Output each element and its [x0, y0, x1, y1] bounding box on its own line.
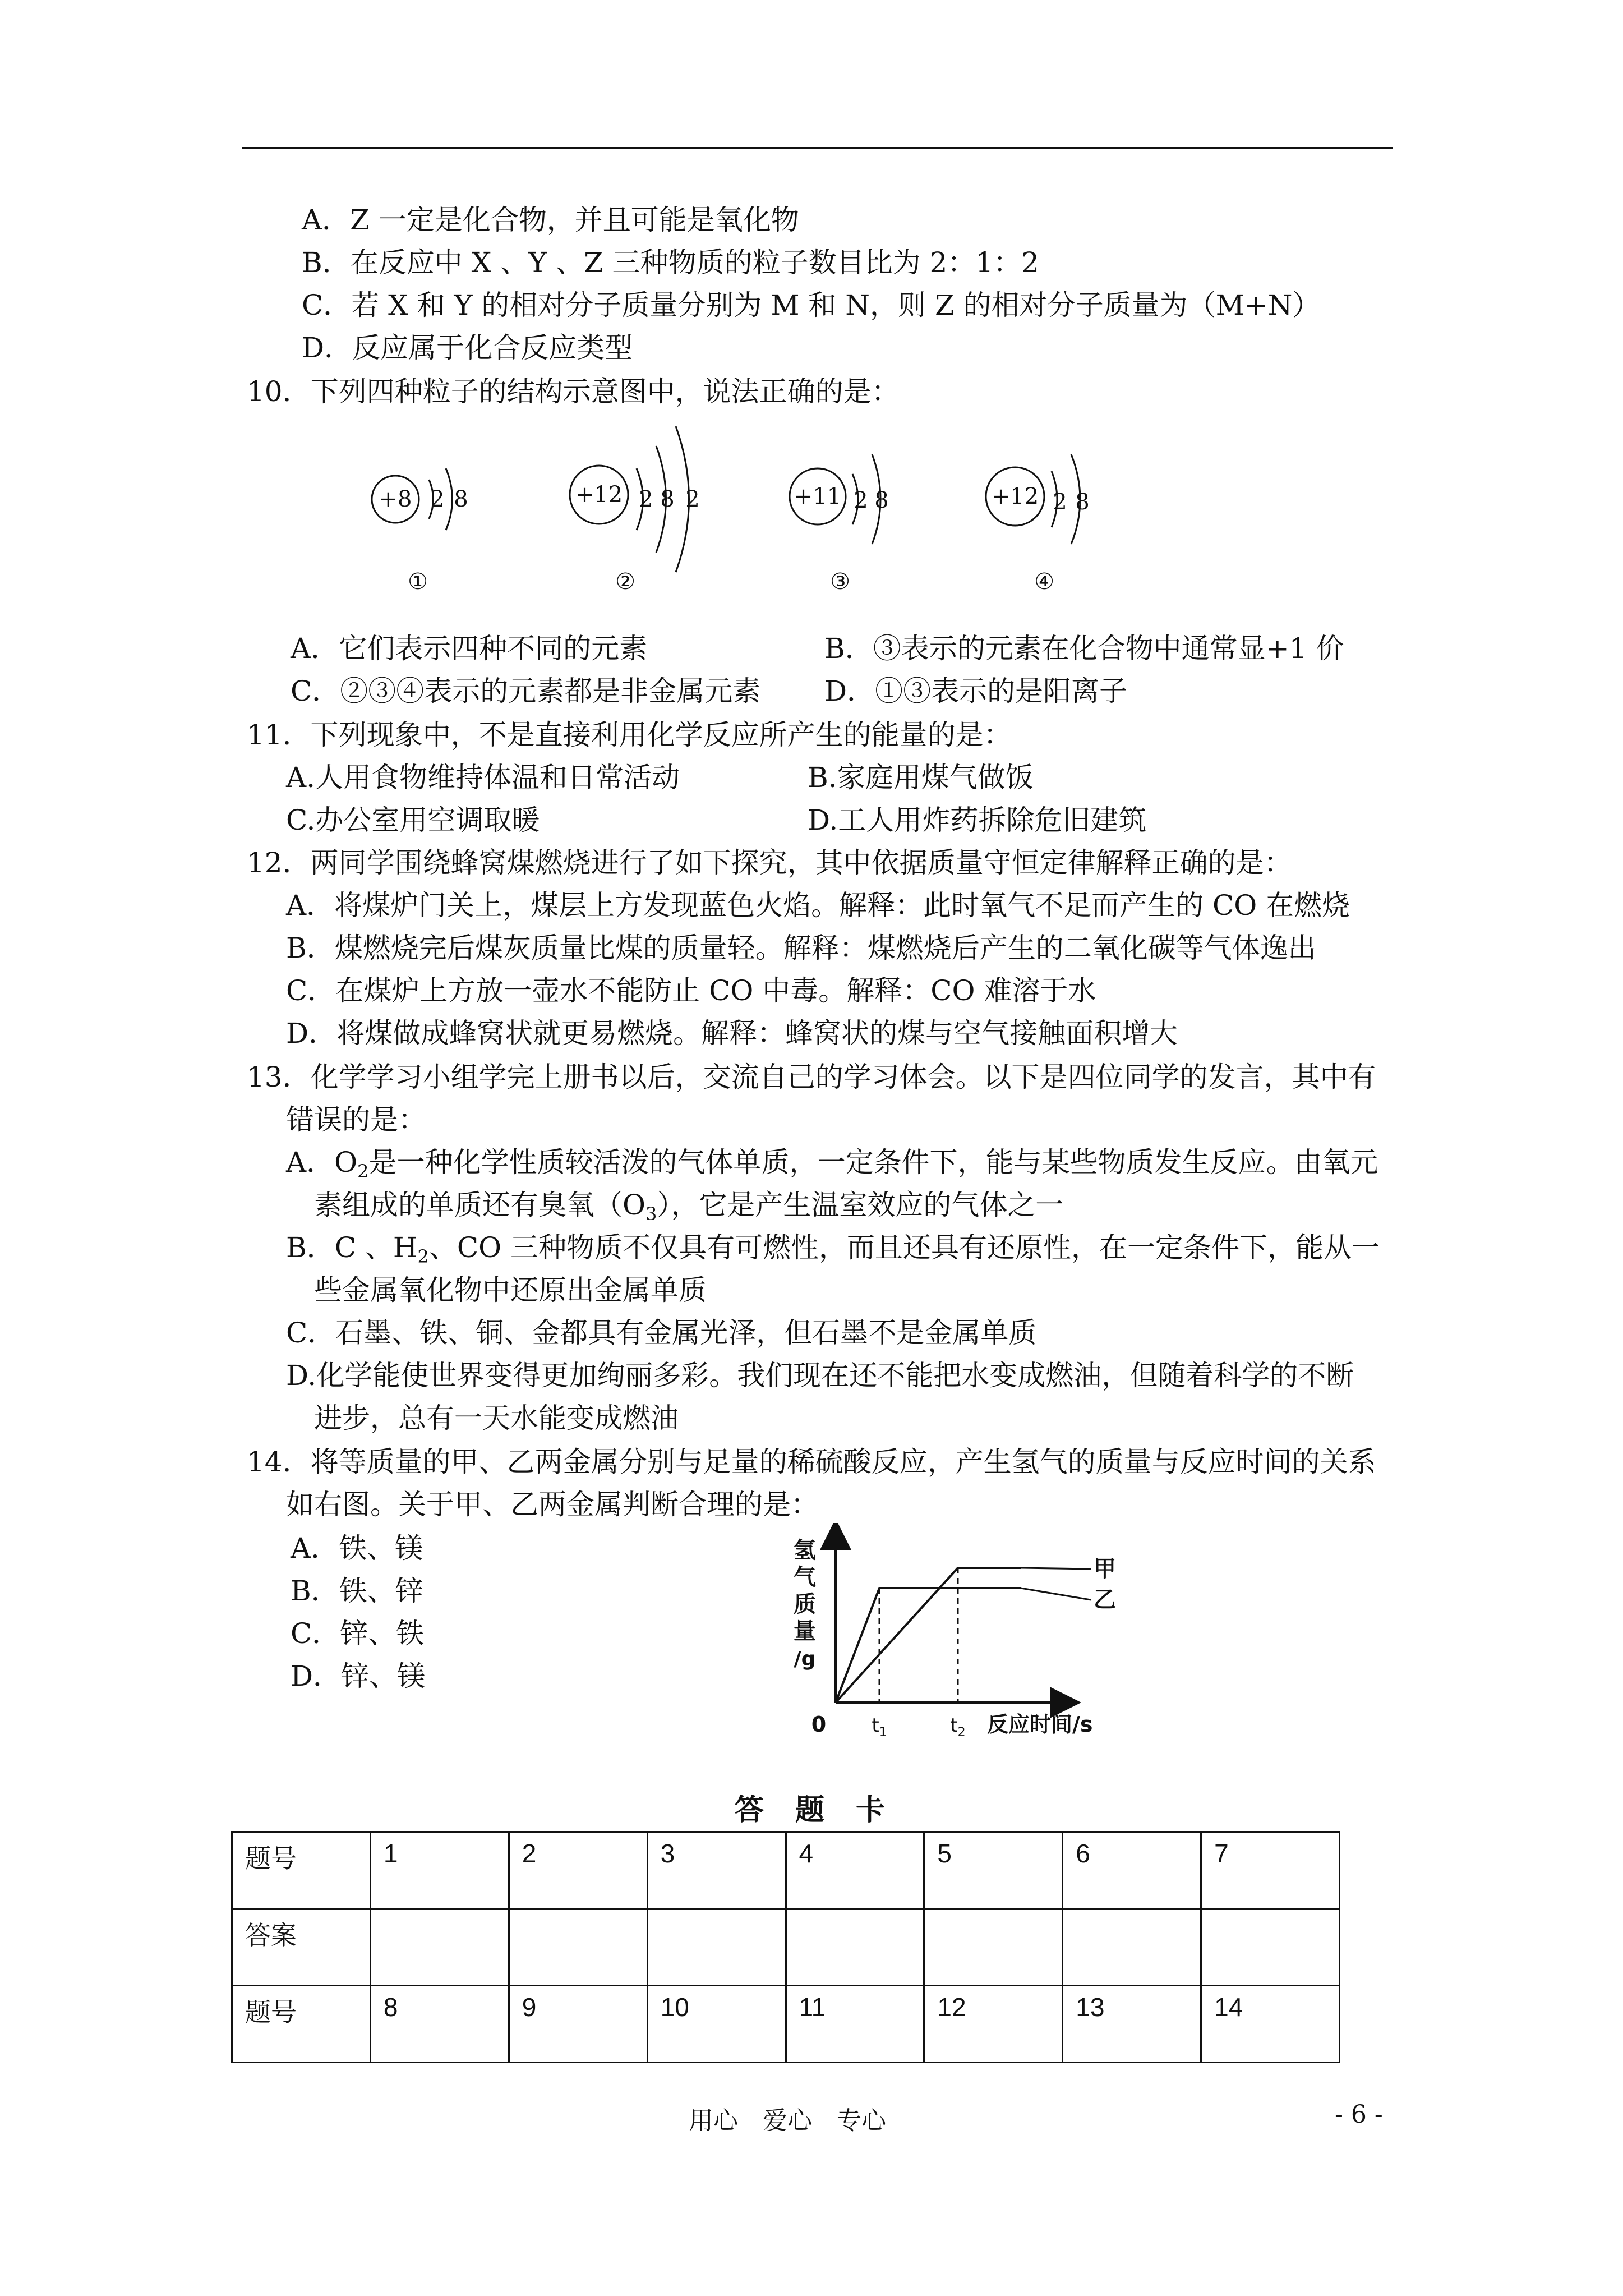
q14-option-b: B．铁、锌: [291, 1575, 423, 1607]
answer-cell[interactable]: [1201, 1909, 1340, 1986]
q13-option-a-line-1: [286, 1144, 1378, 1189]
chart-lines: [836, 1568, 1091, 1703]
particle-3: [790, 454, 889, 595]
t1-label: [872, 1714, 887, 1740]
cell-number: 8: [370, 1986, 509, 2063]
q11-option-a: A.人用食物维持体温和日常活动: [286, 761, 680, 794]
answer-card-table: [231, 1831, 1340, 2063]
answer-cell[interactable]: [1063, 1909, 1201, 1986]
y-label-char-3: 质: [794, 1591, 816, 1617]
q13-b-subscript: 2: [417, 1246, 429, 1267]
header-rule: [242, 147, 1393, 149]
answer-cell[interactable]: [786, 1909, 924, 1986]
particle-1-nucleus: +8: [379, 486, 412, 512]
cell-header: 题号: [232, 1986, 371, 2063]
hydrogen-mass-chart: [780, 1523, 1127, 1742]
q13-option-c: C．石墨、铁、铜、金都具有金属光泽，但石墨不是金属单质: [286, 1317, 1037, 1349]
answer-cell[interactable]: [509, 1909, 647, 1986]
particle-1-shell-2: 8: [454, 486, 468, 512]
q13-a-text: 是一种化学性质较活泼的气体单质，一定条件下，能与某些物质发生反应。由氧元: [368, 1146, 1378, 1179]
q12-option-a: A．将煤炉门关上，煤层上方发现蓝色火焰。解释：此时氧气不足而产生的 CO 在燃烧: [286, 889, 1350, 922]
svg-text:t1: $t_1$: [872, 1714, 887, 1740]
series-leader-1: [1021, 1568, 1091, 1569]
t2-label: [950, 1714, 965, 1740]
cell-number: 10: [647, 1986, 786, 2063]
particle-4-shell-2: 8: [1075, 489, 1090, 515]
answer-card-row-2: [232, 1909, 1340, 1986]
q13-a2-subscript: 3: [645, 1203, 657, 1225]
q13-option-b-line-1: [286, 1230, 1380, 1274]
q11-option-c: C.办公室用空调取暖: [286, 804, 540, 836]
answer-card-title: 答 题 卡: [735, 1793, 887, 1827]
particle-3-nucleus: +11: [794, 484, 842, 509]
q10-stem: 10．下列四种粒子的结构示意图中，说法正确的是：: [247, 375, 900, 408]
q13-a-subscript: 2: [357, 1161, 369, 1182]
particle-4-nucleus: +12: [991, 484, 1039, 509]
cell-number: 6: [1063, 1832, 1201, 1909]
q10-option-c: C．②③④表示的元素都是非金属元素: [291, 675, 761, 707]
q9-option-a: A．Z 一定是化合物，并且可能是氧化物: [302, 204, 799, 236]
particle-1-label: ①: [408, 569, 428, 595]
q11-stem: 11．下列现象中，不是直接利用化学反应所产生的能量的是：: [247, 719, 1012, 751]
particle-2-shell-2: 8: [660, 486, 675, 512]
cell-number: 14: [1201, 1986, 1340, 2063]
q14-stem-line-1: 14．将等质量的甲、乙两金属分别与足量的稀硫酸反应，产生氢气的质量与反应时间的关系: [247, 1446, 1376, 1478]
answer-cell[interactable]: [370, 1909, 509, 1986]
x-axis-label: 反应时间/s: [987, 1712, 1093, 1737]
q12-option-d: D．将煤做成蜂窝状就更易燃烧。解释：蜂窝状的煤与空气接触面积增大: [286, 1017, 1178, 1050]
q14-option-d: D．锌、镁: [291, 1660, 426, 1692]
particle-3-label: ③: [830, 569, 850, 595]
answer-card-row-3: [232, 1986, 1340, 2063]
q13-stem-line-2: 错误的是：: [286, 1103, 426, 1136]
q9-option-c: C．若 X 和 Y 的相对分子质量分别为 M 和 N，则 Z 的相对分子质量为（M+N）: [302, 289, 1321, 321]
particle-2-label: ②: [615, 569, 635, 595]
q14-stem-line-2: 如右图。关于甲、乙两金属判断合理的是：: [286, 1488, 819, 1521]
q13-option-a-line-2: [314, 1187, 1063, 1232]
cell-number: 3: [647, 1832, 786, 1909]
q13-option-b-line-2: 些金属氧化物中还原出金属单质: [314, 1274, 707, 1306]
cell-number: 12: [924, 1986, 1063, 2063]
q11-option-b: B.家庭用煤气做饭: [808, 761, 1034, 794]
q14-option-c: C．锌、铁: [291, 1617, 425, 1650]
q13-b-prefix: B．C 、H: [286, 1231, 418, 1264]
particle-1: [372, 468, 468, 595]
particle-4-shell-1: 2: [1053, 489, 1067, 515]
y-label-char-1: 氢: [794, 1538, 816, 1563]
particle-3-shell-2: 8: [874, 487, 889, 513]
svg-text:t2: $t_2$: [950, 1714, 966, 1740]
q10-option-b: B．③表示的元素在化合物中通常显+1 价: [824, 632, 1344, 665]
cell-number: 11: [786, 1986, 924, 2063]
q9-option-d: D．反应属于化合反应类型: [302, 332, 633, 364]
particle-4: [986, 454, 1090, 595]
y-label-char-4: 量: [794, 1618, 816, 1644]
q13-a2-text: ），它是产生温室效应的气体之一: [657, 1189, 1064, 1221]
q12-stem: 12．两同学围绕蜂窝煤燃烧进行了如下探究，其中依据质量守恒定律解释正确的是：: [247, 846, 1292, 879]
q13-stem-line-1: 13．化学学习小组学完上册书以后，交流自己的学习体会。以下是四位同学的发言，其中有: [247, 1061, 1376, 1093]
q9-option-b: B．在反应中 X 、Y 、Z 三种物质的粒子数目比为 2：1：2: [302, 246, 1039, 279]
q13-option-d-line-2: 进步，总有一天水能变成燃油: [314, 1402, 679, 1434]
particle-1-shell-1: 2: [430, 486, 445, 512]
cell-number: 5: [924, 1832, 1063, 1909]
q13-a-prefix: A．O: [286, 1146, 358, 1179]
answer-card-row-1: [232, 1832, 1340, 1909]
cell-number: 9: [509, 1986, 647, 2063]
cell-header: 题号: [232, 1832, 371, 1909]
particle-3-shell-1: 2: [854, 487, 868, 513]
answer-cell[interactable]: [924, 1909, 1063, 1986]
q13-b-text: 、CO 三种物质不仅具有可燃性，而且还具有还原性，在一定条件下，能从一: [428, 1231, 1380, 1264]
particle-4-label: ④: [1034, 569, 1054, 595]
cell-number: 7: [1201, 1832, 1340, 1909]
particle-diagrams: [336, 415, 1133, 606]
q12-option-c: C．在煤炉上方放一壶水不能防止 CO 中毒。解释：CO 难溶于水: [286, 974, 1096, 1007]
origin-label: 0: [811, 1712, 827, 1737]
footer-motto: 用心 爱心 专心: [689, 2106, 886, 2135]
series-label-jia: 甲: [1094, 1556, 1116, 1582]
series-line-2: [836, 1588, 1021, 1703]
q13-a2-prefix: 素组成的单质还有臭氧（O: [314, 1189, 645, 1221]
answer-cell[interactable]: [647, 1909, 786, 1986]
cell-number: 1: [370, 1832, 509, 1909]
particle-2: [570, 426, 700, 595]
page-number: - 6 -: [1335, 2100, 1383, 2129]
series-label-yi: 乙: [1094, 1587, 1116, 1613]
q12-option-b: B．煤燃烧完后煤灰质量比煤的质量轻。解释：煤燃烧后产生的二氧化碳等气体逸出: [286, 932, 1316, 964]
cell-number: 13: [1063, 1986, 1201, 2063]
q11-option-d: D.工人用炸药拆除危旧建筑: [808, 804, 1147, 836]
cell-number: 2: [509, 1832, 647, 1909]
y-label-char-2: 气: [794, 1565, 816, 1590]
cell-header: 答案: [232, 1909, 371, 1986]
particle-2-nucleus: +12: [575, 482, 623, 508]
q14-option-a: A．铁、镁: [291, 1532, 423, 1565]
cell-number: 4: [786, 1832, 924, 1909]
q13-option-d-line-1: D.化学能使世界变得更加绚丽多彩。我们现在还不能把水变成燃油，但随着科学的不断: [286, 1359, 1354, 1392]
y-label-char-5: /g: [794, 1648, 816, 1671]
particle-2-shell-3: 2: [685, 486, 700, 512]
q10-option-a: A．它们表示四种不同的元素: [291, 632, 648, 665]
q10-option-d: D．①③表示的是阳离子: [824, 675, 1128, 707]
particle-2-shell-1: 2: [639, 486, 653, 512]
series-leader-2: [1021, 1588, 1091, 1600]
